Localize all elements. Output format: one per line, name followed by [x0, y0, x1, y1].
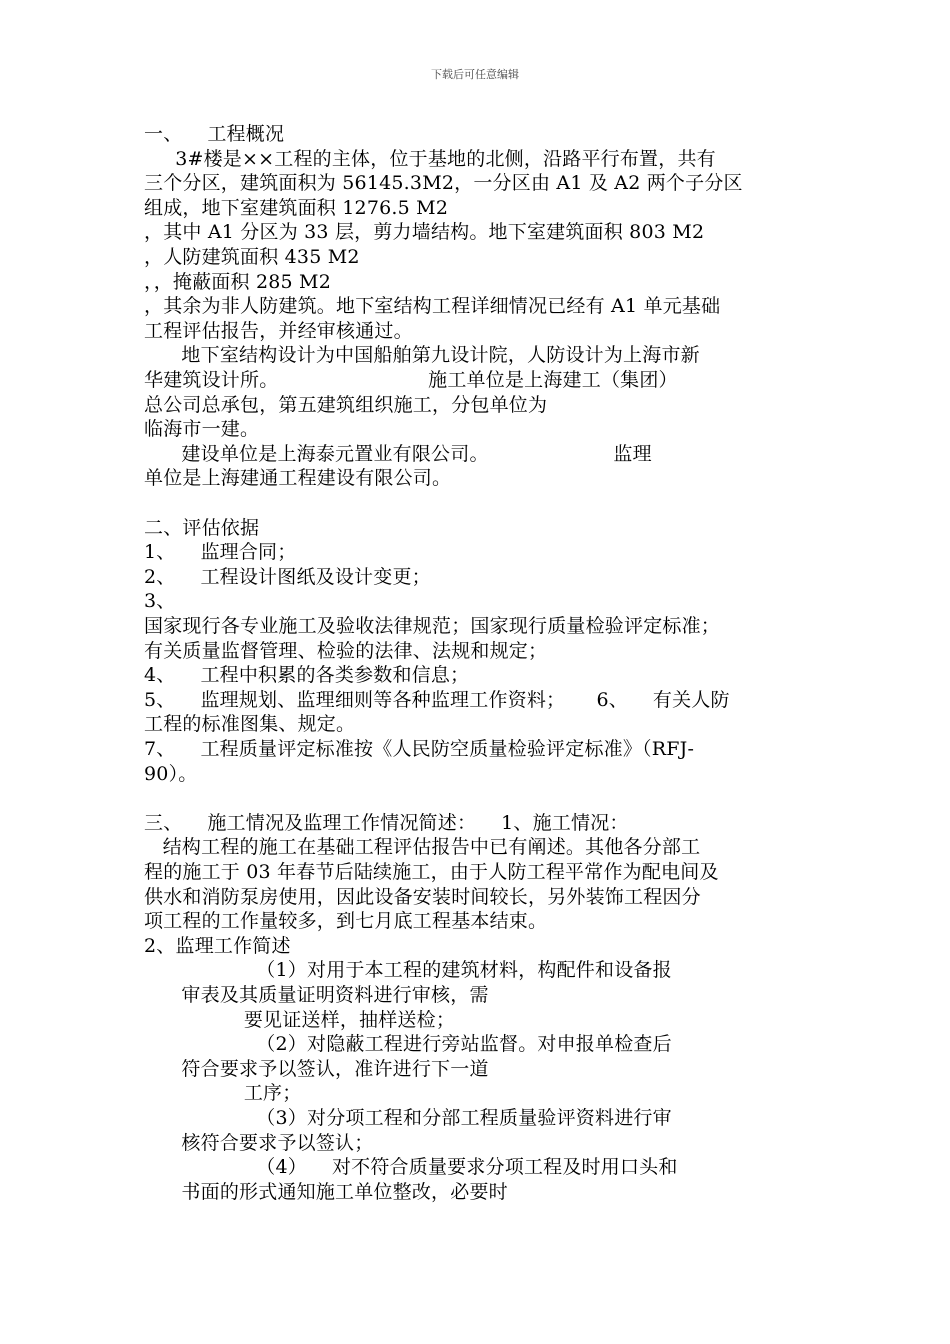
- text-line: 结构工程的施工在基础工程评估报告中已有阐述。其他各分部工: [144, 836, 701, 859]
- text-line: ，，掩蔽面积 285 M2: [144, 270, 331, 293]
- text-line: 1、 监理合同；: [144, 541, 297, 564]
- text-line: 国家现行各专业施工及验收法律规范；国家现行质量检验评定标准；: [144, 615, 721, 637]
- text-line: 单位是上海建通工程建设有限公司。: [144, 467, 452, 490]
- text-line: 三、 施工情况及监理工作情况简述： 1、施工情况：: [144, 811, 629, 834]
- text-line: 程的施工于 03 年春节后陆续施工，由于人防工程平常作为配电间及: [144, 861, 719, 883]
- text-line: 符合要求予以签认，准许进行下一道: [144, 1057, 489, 1080]
- text-line: 3、: [144, 590, 176, 613]
- text-line: 核符合要求予以签认；: [144, 1131, 374, 1154]
- text-line: 5、 监理规划、监理细则等各种监理工作资料； 6、 有关人防: [144, 688, 730, 711]
- text-line: 二、评估依据: [144, 516, 260, 539]
- text-line: （1）对用于本工程的建筑材料，构配件和设备报: [144, 959, 672, 982]
- text-line: ，其中 A1 分区为 33 层，剪力墙结构。地下室建筑面积 803 M2: [144, 221, 705, 244]
- text-line: （4） 对不符合质量要求分项工程及时用口头和: [144, 1156, 678, 1179]
- text-line: 7、 工程质量评定标准按《人民防空质量检验评定标准》（RFJ-: [144, 738, 695, 760]
- text-line: 组成，地下室建筑面积 1276.5 M2: [144, 196, 449, 219]
- text-line: 3#楼是××工程的主体，位于基地的北侧，沿路平行布置，共有: [144, 147, 716, 170]
- text-line: 华建筑设计所。 施工单位是上海建工（集团）: [144, 369, 678, 391]
- text-line: 供水和消防泵房使用，因此设备安装时间较长，另外装饰工程因分: [144, 885, 701, 908]
- text-line: 项工程的工作量较多，到七月底工程基本结束。: [144, 910, 548, 933]
- text-line: 地下室结构设计为中国船舶第九设计院，人防设计为上海市新: [144, 344, 700, 367]
- text-line: 临海市一建。: [144, 418, 260, 441]
- text-line: 要见证送样，抽样送检；: [144, 1008, 456, 1031]
- text-line: 工程的标准图集、规定。: [144, 713, 356, 736]
- text-line: 有关质量监督管理、检验的法律、法规和规定；: [144, 639, 548, 662]
- text-line: 工序；: [144, 1082, 302, 1105]
- text-line: 90）。: [144, 762, 198, 785]
- text-line: 总公司总承包，第五建筑组织施工，分包单位为: [144, 393, 548, 416]
- text-line: 2、 工程设计图纸及设计变更；: [144, 565, 431, 588]
- text-line: 工程评估报告，并经审核通过。: [144, 319, 413, 342]
- page-header: 下载后可任意编辑: [431, 68, 519, 81]
- text-line: 三个分区，建筑面积为 56145.3M2，一分区由 A1 及 A2 两个子分区: [144, 172, 743, 195]
- text-line: 书面的形式通知施工单位整改，必要时: [144, 1180, 508, 1203]
- text-line: ，人防建筑面积 435 M2: [144, 246, 360, 268]
- text-line: 一、 工程概况: [144, 123, 285, 145]
- text-line: 2、监理工作简述: [144, 934, 291, 957]
- text-line: 审表及其质量证明资料进行审核，需: [144, 984, 489, 1006]
- text-line: 建设单位是上海泰元置业有限公司。 监理: [144, 442, 652, 465]
- text-line: 4、 工程中积累的各类参数和信息；: [144, 664, 470, 687]
- text-line: （2）对隐蔽工程进行旁站监督。对申报单检查后: [144, 1033, 672, 1056]
- text-line: ，其余为非人防建筑。地下室结构工程详细情况已经有 A1 单元基础: [144, 295, 721, 318]
- text-line: （3）对分项工程和分部工程质量验评资料进行审: [144, 1107, 672, 1129]
